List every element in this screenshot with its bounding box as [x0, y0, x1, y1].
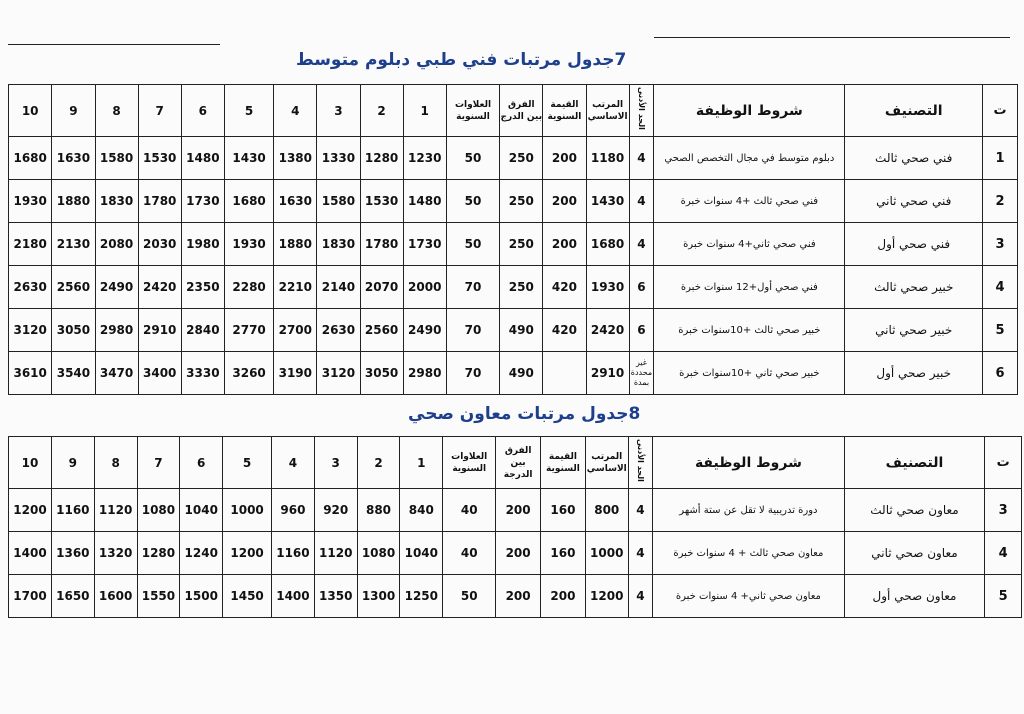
- table-row: [9, 489, 1022, 532]
- row-index: 3: [983, 223, 1018, 266]
- header-step: 3: [314, 437, 357, 489]
- row-basic-salary: 1930: [586, 266, 629, 309]
- row-step-value: 2130: [52, 223, 95, 266]
- row-step-value: 2630: [9, 266, 52, 309]
- row-conditions: معاون صحي ثاني+ 4 سنوات خبرة: [653, 575, 845, 618]
- row-classification: فني صحي ثالث: [845, 137, 983, 180]
- header-step: 5: [223, 437, 272, 489]
- table-row: [9, 223, 1018, 266]
- row-min-duration: 6: [629, 266, 654, 309]
- header-conditions: شروط الوظيفة: [653, 437, 845, 489]
- row-step-value: 1780: [360, 223, 403, 266]
- row-classification: معاون صحي ثاني: [844, 532, 985, 575]
- row-basic-salary: 800: [585, 489, 628, 532]
- row-step-value: 1430: [224, 137, 273, 180]
- row-index: 6: [983, 352, 1018, 395]
- row-step-value: 3470: [95, 352, 138, 395]
- header-step: 2: [357, 437, 400, 489]
- row-step-value: 1280: [360, 137, 403, 180]
- row-annual-raises: 50: [446, 180, 499, 223]
- row-grade-diff: 250: [500, 223, 543, 266]
- row-step-value: 1580: [95, 137, 138, 180]
- row-annual-raises: 70: [446, 352, 499, 395]
- row-step-value: 3400: [138, 352, 181, 395]
- row-grade-diff: 250: [500, 137, 543, 180]
- row-step-value: 1120: [94, 489, 137, 532]
- row-step-value: 1880: [52, 180, 95, 223]
- row-step-value: 840: [400, 489, 443, 532]
- header-index: ت: [983, 85, 1018, 137]
- top-rule-left: [8, 44, 220, 45]
- row-step-value: 920: [314, 489, 357, 532]
- row-annual-raises: 40: [443, 489, 496, 532]
- header-step: 10: [9, 437, 52, 489]
- header-min-duration: الحد الأدنى: [629, 85, 654, 137]
- row-step-value: 1680: [224, 180, 273, 223]
- row-conditions: دبلوم متوسط في مجال التخصص الصحي: [654, 137, 845, 180]
- row-classification: معاون صحي أول: [844, 575, 985, 618]
- row-step-value: 1000: [223, 489, 272, 532]
- row-step-value: 2080: [95, 223, 138, 266]
- row-step-value: 1700: [9, 575, 52, 618]
- row-step-value: 1730: [403, 223, 446, 266]
- row-step-value: 1780: [138, 180, 181, 223]
- row-step-value: 1320: [94, 532, 137, 575]
- row-grade-diff: 200: [496, 489, 541, 532]
- row-classification: خبير صحي أول: [845, 352, 983, 395]
- row-annual-raises: 50: [446, 137, 499, 180]
- row-step-value: 1500: [180, 575, 223, 618]
- salary-table-health-assistant: [8, 436, 1022, 618]
- row-annual-value: 200: [541, 575, 586, 618]
- row-step-value: 2490: [403, 309, 446, 352]
- row-step-value: 1400: [9, 532, 52, 575]
- row-step-value: 2420: [138, 266, 181, 309]
- row-step-value: 1350: [314, 575, 357, 618]
- table-row: [9, 180, 1018, 223]
- header-index: ت: [985, 437, 1022, 489]
- row-min-duration: غير محددة بمدة: [629, 352, 654, 395]
- row-annual-value: [543, 352, 586, 395]
- row-conditions: فني صحي ثالث +4 سنوات خبرة: [654, 180, 845, 223]
- row-min-duration: 6: [629, 309, 654, 352]
- header-annual-raises: العلاوات السنوية: [446, 85, 499, 137]
- row-step-value: 1480: [181, 137, 224, 180]
- row-step-value: 1040: [180, 489, 223, 532]
- header-grade-diff: الفرق بين الدرج: [500, 85, 543, 137]
- row-step-value: 3330: [181, 352, 224, 395]
- row-annual-raises: 70: [446, 309, 499, 352]
- row-step-value: 3190: [274, 352, 317, 395]
- table-row: [9, 532, 1022, 575]
- row-step-value: 3050: [52, 309, 95, 352]
- row-step-value: 3120: [317, 352, 360, 395]
- row-annual-value: 420: [543, 309, 586, 352]
- row-step-value: 1530: [138, 137, 181, 180]
- header-annual-value: القيمة السنوية: [541, 437, 586, 489]
- row-step-value: 2350: [181, 266, 224, 309]
- table-row: [9, 266, 1018, 309]
- row-grade-diff: 250: [500, 180, 543, 223]
- row-basic-salary: 2420: [586, 309, 629, 352]
- row-step-value: 2630: [317, 309, 360, 352]
- row-index: 5: [983, 309, 1018, 352]
- row-step-value: 960: [272, 489, 315, 532]
- table1-title: 7جدول مرتبات فني طبي دبلوم متوسط: [296, 50, 627, 70]
- row-step-value: 2140: [317, 266, 360, 309]
- row-basic-salary: 1180: [586, 137, 629, 180]
- row-annual-value: 200: [543, 137, 586, 180]
- row-annual-raises: 40: [443, 532, 496, 575]
- row-step-value: 1360: [51, 532, 94, 575]
- row-conditions: خبير صحي ثالث +10سنوات خبرة: [654, 309, 845, 352]
- row-step-value: 1480: [403, 180, 446, 223]
- row-step-value: 1650: [51, 575, 94, 618]
- row-step-value: 2770: [224, 309, 273, 352]
- row-basic-salary: 2910: [586, 352, 629, 395]
- row-step-value: 1450: [223, 575, 272, 618]
- row-index: 4: [983, 266, 1018, 309]
- header-step: 8: [95, 85, 138, 137]
- row-annual-raises: 50: [446, 223, 499, 266]
- header-step: 10: [9, 85, 52, 137]
- row-step-value: 1730: [181, 180, 224, 223]
- row-annual-value: 420: [543, 266, 586, 309]
- header-grade-diff: الفرق بين الدرجة: [496, 437, 541, 489]
- row-step-value: 1400: [272, 575, 315, 618]
- row-step-value: 1380: [274, 137, 317, 180]
- row-classification: خبير صحي ثاني: [845, 309, 983, 352]
- row-step-value: 1200: [9, 489, 52, 532]
- row-grade-diff: 200: [496, 532, 541, 575]
- row-step-value: 1600: [94, 575, 137, 618]
- row-annual-value: 200: [543, 180, 586, 223]
- row-step-value: 1680: [9, 137, 52, 180]
- header-basic-salary: المرتب الاساسي: [585, 437, 628, 489]
- row-step-value: 3610: [9, 352, 52, 395]
- row-step-value: 2980: [95, 309, 138, 352]
- row-grade-diff: 490: [500, 352, 543, 395]
- row-step-value: 1200: [223, 532, 272, 575]
- row-step-value: 1830: [317, 223, 360, 266]
- row-step-value: 1630: [274, 180, 317, 223]
- header-classification: التصنيف: [844, 437, 985, 489]
- header-step: 6: [181, 85, 224, 137]
- row-step-value: 2070: [360, 266, 403, 309]
- row-index: 5: [985, 575, 1022, 618]
- row-basic-salary: 1680: [586, 223, 629, 266]
- row-step-value: 2280: [224, 266, 273, 309]
- table-row: [9, 309, 1018, 352]
- row-min-duration: 4: [629, 223, 654, 266]
- header-step: 9: [52, 85, 95, 137]
- top-rule-right: [654, 37, 1010, 38]
- table-row: [9, 137, 1018, 180]
- header-step: 5: [224, 85, 273, 137]
- row-step-value: 1580: [317, 180, 360, 223]
- row-step-value: 2910: [138, 309, 181, 352]
- row-grade-diff: 250: [500, 266, 543, 309]
- row-index: 3: [985, 489, 1022, 532]
- row-step-value: 1550: [137, 575, 180, 618]
- row-step-value: 1160: [51, 489, 94, 532]
- row-step-value: 1080: [357, 532, 400, 575]
- row-step-value: 3120: [9, 309, 52, 352]
- row-step-value: 2980: [403, 352, 446, 395]
- table-row: [9, 575, 1022, 618]
- row-conditions: فني صحي أول+12 سنوات خبرة: [654, 266, 845, 309]
- row-index: 1: [983, 137, 1018, 180]
- row-grade-diff: 490: [500, 309, 543, 352]
- row-step-value: 2210: [274, 266, 317, 309]
- row-min-duration: 4: [629, 180, 654, 223]
- row-index: 4: [985, 532, 1022, 575]
- row-step-value: 3260: [224, 352, 273, 395]
- row-step-value: 1040: [400, 532, 443, 575]
- table-row: [9, 352, 1018, 395]
- row-conditions: خبير صحي ثاني +10سنوات خبرة: [654, 352, 845, 395]
- header-step: 8: [94, 437, 137, 489]
- row-step-value: 1530: [360, 180, 403, 223]
- header-step: 2: [360, 85, 403, 137]
- row-grade-diff: 200: [496, 575, 541, 618]
- header-basic-salary: المرتب الاساسي: [586, 85, 629, 137]
- row-classification: خبير صحي ثالث: [845, 266, 983, 309]
- row-index: 2: [983, 180, 1018, 223]
- row-annual-value: 160: [541, 532, 586, 575]
- row-step-value: 2490: [95, 266, 138, 309]
- row-basic-salary: 1430: [586, 180, 629, 223]
- row-annual-raises: 70: [446, 266, 499, 309]
- row-step-value: 1930: [224, 223, 273, 266]
- header-step: 7: [137, 437, 180, 489]
- row-step-value: 3540: [52, 352, 95, 395]
- row-step-value: 1330: [317, 137, 360, 180]
- row-step-value: 1160: [272, 532, 315, 575]
- row-min-duration: 4: [629, 137, 654, 180]
- row-basic-salary: 1000: [585, 532, 628, 575]
- header-step: 1: [400, 437, 443, 489]
- row-step-value: 1300: [357, 575, 400, 618]
- row-classification: فني صحي أول: [845, 223, 983, 266]
- row-step-value: 880: [357, 489, 400, 532]
- row-annual-value: 160: [541, 489, 586, 532]
- header-step: 9: [51, 437, 94, 489]
- row-step-value: 2560: [360, 309, 403, 352]
- row-step-value: 2560: [52, 266, 95, 309]
- row-step-value: 1120: [314, 532, 357, 575]
- header-step: 7: [138, 85, 181, 137]
- row-step-value: 2180: [9, 223, 52, 266]
- row-step-value: 1230: [403, 137, 446, 180]
- row-step-value: 1830: [95, 180, 138, 223]
- row-step-value: 1250: [400, 575, 443, 618]
- header-classification: التصنيف: [845, 85, 983, 137]
- row-conditions: فني صحي ثاني+4 سنوات خبرة: [654, 223, 845, 266]
- header-annual-value: القيمة السنوية: [543, 85, 586, 137]
- table-header-row: [9, 85, 1018, 137]
- row-step-value: 1280: [137, 532, 180, 575]
- header-step: 4: [272, 437, 315, 489]
- header-step: 4: [274, 85, 317, 137]
- table-header-row: [9, 437, 1022, 489]
- row-step-value: 1630: [52, 137, 95, 180]
- row-min-duration: 4: [628, 532, 652, 575]
- header-conditions: شروط الوظيفة: [654, 85, 845, 137]
- row-conditions: معاون صحي ثالث + 4 سنوات خبرة: [653, 532, 845, 575]
- row-classification: فني صحي ثاني: [845, 180, 983, 223]
- row-step-value: 2000: [403, 266, 446, 309]
- table2-title: 8جدول مرتبات معاون صحي: [408, 404, 641, 424]
- header-min-duration: الحد الأدنى: [628, 437, 652, 489]
- row-step-value: 1930: [9, 180, 52, 223]
- header-step: 6: [180, 437, 223, 489]
- header-step: 3: [317, 85, 360, 137]
- row-classification: معاون صحي ثالث: [844, 489, 985, 532]
- header-step: 1: [403, 85, 446, 137]
- row-step-value: 2700: [274, 309, 317, 352]
- row-step-value: 2840: [181, 309, 224, 352]
- header-annual-raises: العلاوات السنوية: [443, 437, 496, 489]
- row-step-value: 3050: [360, 352, 403, 395]
- row-min-duration: 4: [628, 489, 652, 532]
- row-step-value: 2030: [138, 223, 181, 266]
- row-step-value: 1080: [137, 489, 180, 532]
- row-min-duration: 4: [628, 575, 652, 618]
- row-step-value: 1880: [274, 223, 317, 266]
- row-basic-salary: 1200: [585, 575, 628, 618]
- row-step-value: 1980: [181, 223, 224, 266]
- salary-table-medical-technician: [8, 84, 1018, 395]
- row-conditions: دورة تدريبية لا تقل عن ستة أشهر: [653, 489, 845, 532]
- row-annual-raises: 50: [443, 575, 496, 618]
- row-step-value: 1240: [180, 532, 223, 575]
- row-annual-value: 200: [543, 223, 586, 266]
